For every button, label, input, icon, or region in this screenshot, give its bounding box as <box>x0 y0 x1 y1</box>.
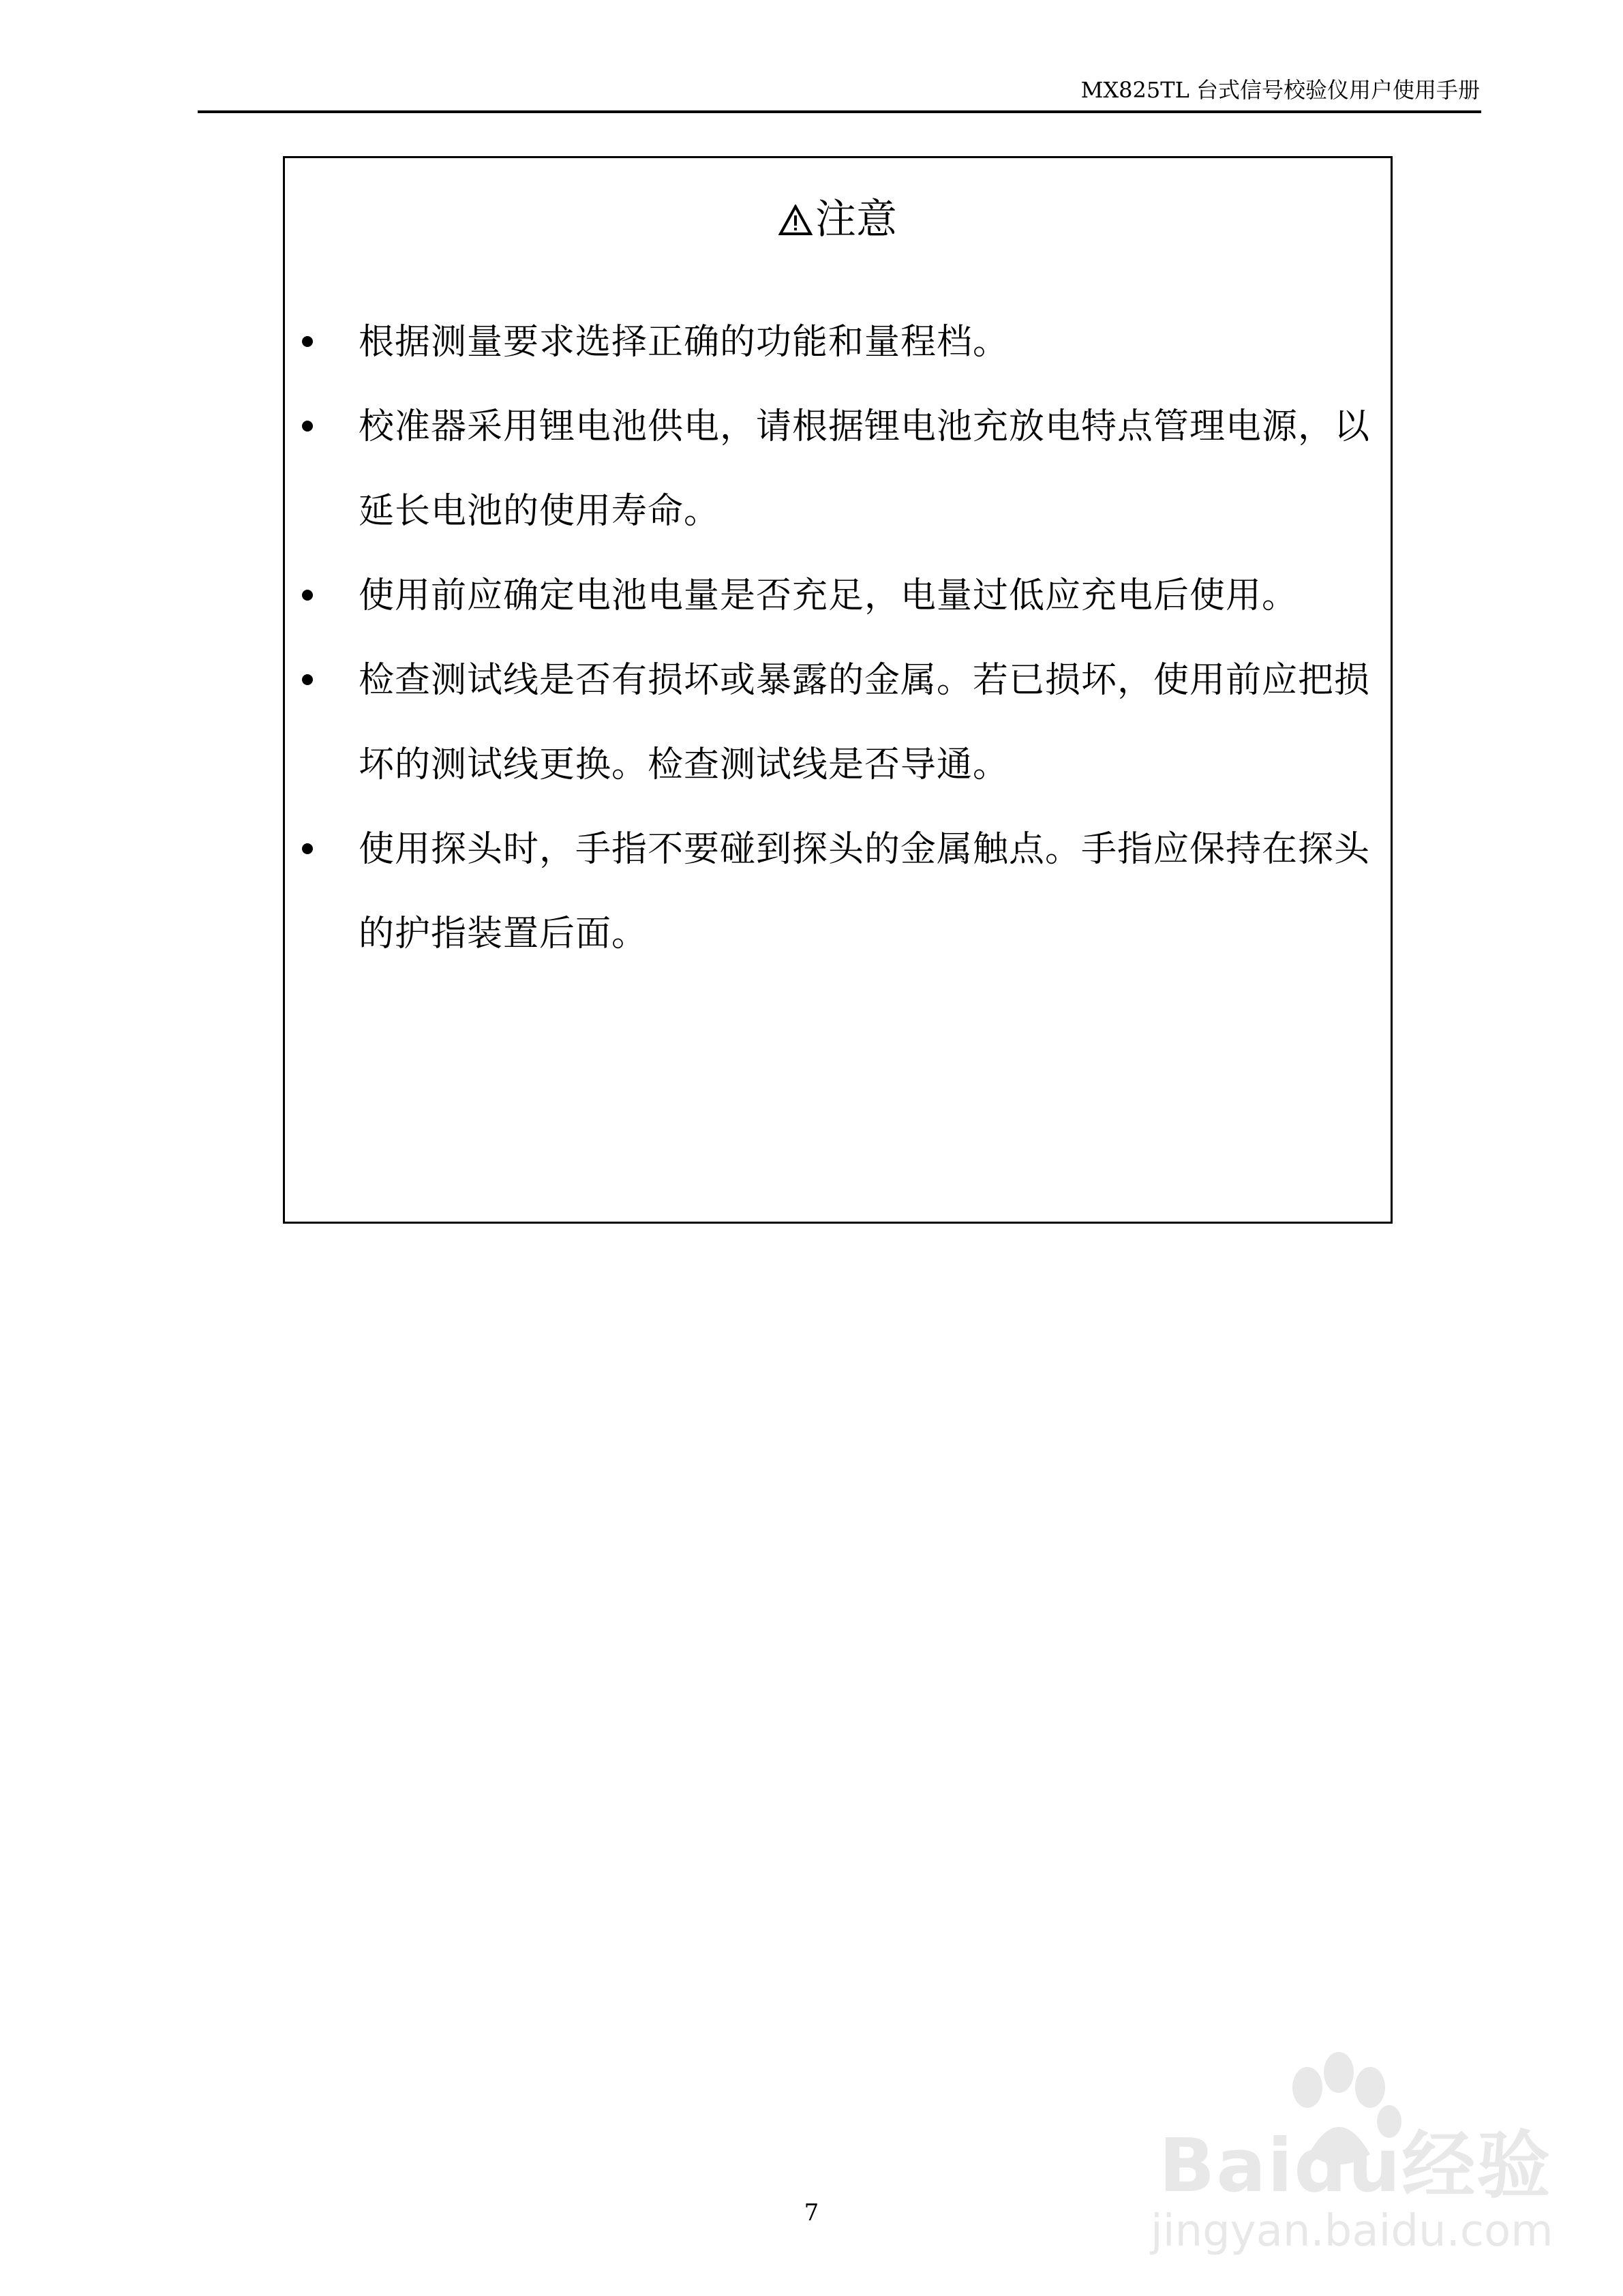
list-item-text: 使用前应确定电池电量是否充足，电量过低应充电后使用。 <box>359 575 1299 616</box>
running-header: MX825TL 台式信号校验仪用户使用手册 <box>1080 77 1480 103</box>
notice-box <box>283 156 1393 1224</box>
list-item <box>285 300 1391 384</box>
watermark-url: jingyan.baidu.com <box>1151 2206 1553 2256</box>
list-item-text: 检查测试线是否有损坏或暴露的金属。若已损坏，使用前应把损坏的测试线更换。检查测试线是否导通。 <box>359 660 1371 785</box>
list-item-text: 校准器采用锂电池供电，请根据锂电池充放电特点管理电源，以延长电池的使用寿命。 <box>359 406 1371 532</box>
list-item <box>285 384 1391 554</box>
list-item-text: 根据测量要求选择正确的功能和量程档。 <box>359 322 1010 363</box>
bullet-icon <box>302 843 313 854</box>
baidu-watermark <box>1145 2045 1553 2256</box>
notice-title: 注意 <box>815 196 897 243</box>
bullet-icon <box>302 674 313 685</box>
list-item <box>285 638 1391 807</box>
list-item-text: 使用探头时，手指不要碰到探头的金属触点。手指应保持在探头的护指装置后面。 <box>359 829 1371 954</box>
warning-triangle-icon <box>778 205 813 236</box>
list-item <box>285 807 1391 976</box>
page-number: 7 <box>804 2199 819 2226</box>
bullet-icon <box>302 421 313 432</box>
bullet-icon <box>302 336 313 347</box>
list-item <box>285 554 1391 638</box>
notice-list <box>285 300 1391 976</box>
header-rule <box>198 110 1481 113</box>
watermark-brand: Baidu经验 <box>1159 2124 1552 2209</box>
bullet-icon <box>302 590 313 601</box>
notice-heading <box>285 194 1391 245</box>
